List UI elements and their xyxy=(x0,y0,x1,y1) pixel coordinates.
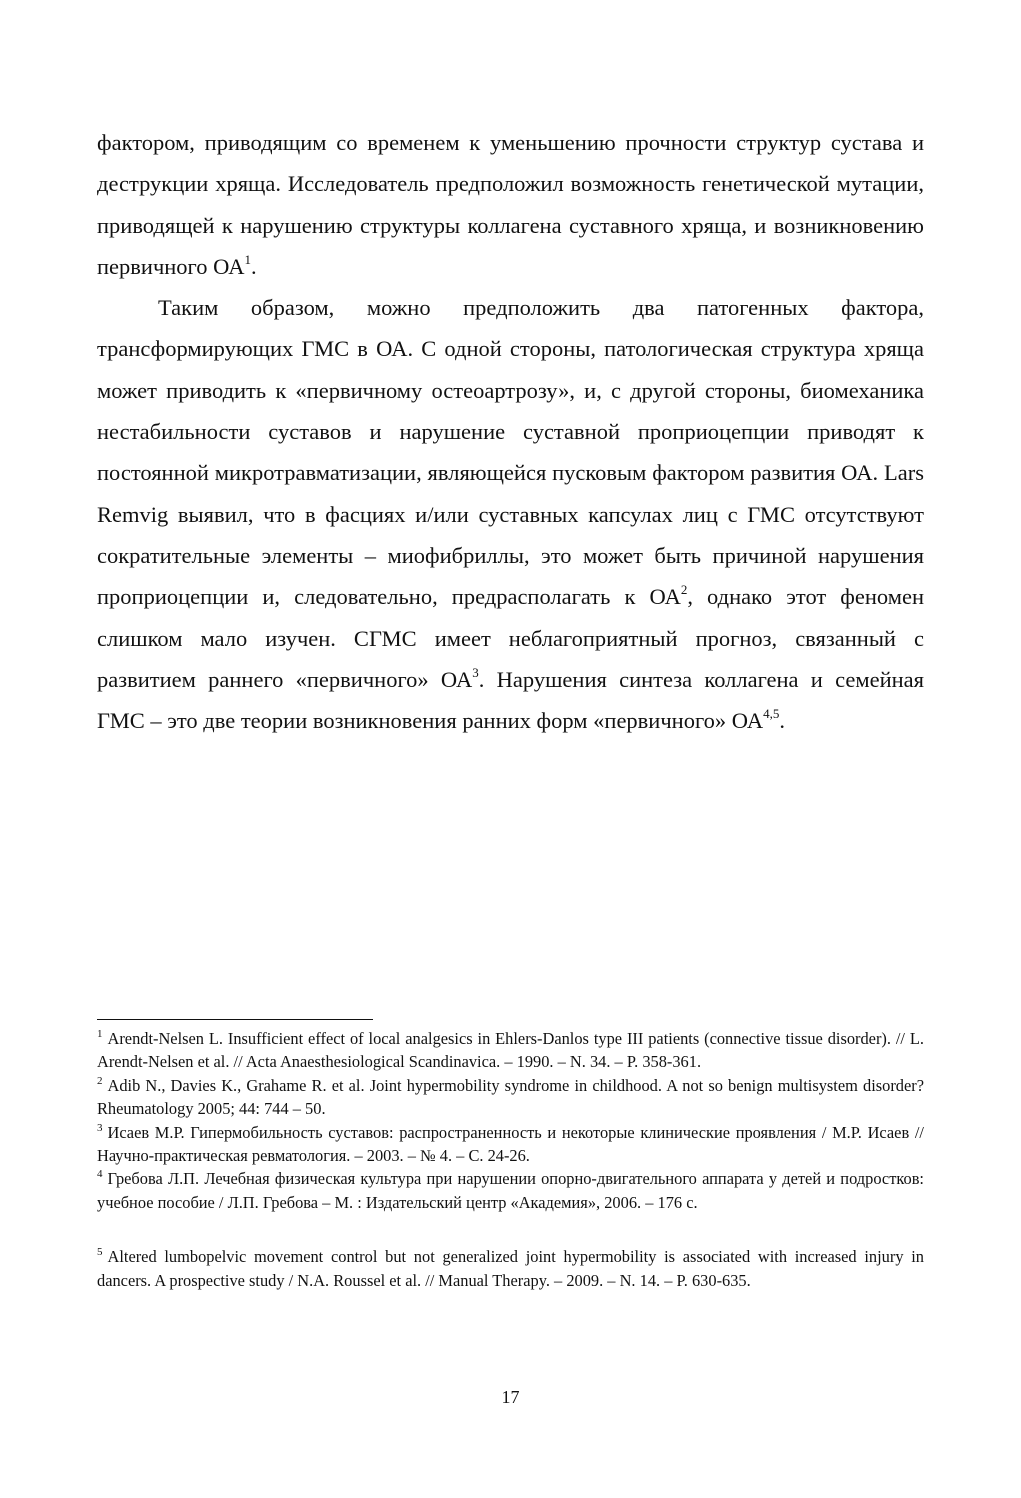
footnote-separator xyxy=(97,1019,373,1020)
footnote-ref-4-5[interactable]: 4,5 xyxy=(763,706,780,722)
page-number: 17 xyxy=(501,1387,520,1407)
paragraph-1-text: фактором, приводящим со временем к уменьшению прочности структур сустава и деструкции хряща. Исследователь предположил возможность генетической мутации, приводящей к нарушению структуры коллагена суставного хряща, и возникновению первичного ОА xyxy=(97,130,924,279)
paragraph-2-text-end: . xyxy=(779,708,785,734)
paragraph-2-text: Таким образом, можно предположить два патогенных фактора, трансформирующих ГМС в ОА. С одной стороны, патологическая структура хряща может приводить к «первичному остеоартрозу», и, с другой стороны, биомеханика нестабильности суставов и нарушение суставной проприоцепции приводят к постоянной микротравматизации, являющейся пусковым фактором развития ОА. Lars Remvig выявил, что в фасциях и/или суставных капсулах лиц с ГМС отсутствуют сократительные элементы – миофибриллы, это может быть причиной нарушения проприоцепции и, следовательно, предрасполагать к ОА xyxy=(97,295,924,610)
footnote-2-number: 2 xyxy=(97,1074,103,1087)
footnote-1-text: Arendt-Nelsen L. Insufficient effect of local analgesics in Ehlers-Danlos type III patients (connective tissue disorder). // L. Arendt-Nelsen et al. // Acta Anaesthesiological Scandinavica. – 1990. – N. 34. – P. 358-361. xyxy=(97,1029,924,1072)
footnote-4-number: 4 xyxy=(97,1168,103,1181)
footnote-2-text: Adib N., Davies K., Grahame R. et al. Joint hypermobility syndrome in childhood. A not so benign multisystem disorder? Rheumatology 2005; 44: 744 – 50. xyxy=(97,1075,924,1119)
paragraph-1 xyxy=(97,122,924,287)
footnote-5-text: Altered lumbopelvic movement control but not generalized joint hypermobility is associated with increased injury in dancers. A prospective study / N.A. Roussel et al. // Manual Therapy. – 2009. – N. 14. – P. 630-635. xyxy=(97,1247,924,1290)
footnote-1 xyxy=(97,1027,924,1074)
paragraph-2 xyxy=(97,287,924,741)
footnote-3-number: 3 xyxy=(97,1121,103,1134)
footnote-5 xyxy=(97,1245,924,1292)
footnotes xyxy=(97,1027,924,1292)
footnote-1-number: 1 xyxy=(97,1028,103,1040)
footnote-3 xyxy=(97,1121,924,1168)
paragraph-1-text-end: . xyxy=(250,253,257,279)
footnote-3-text: Исаев М.Р. Гипермобильность суставов: распространенность и некоторые клинические проявления / М.Р. Исаев // Научно-практическая ревматология. – 2003. – № 4. – С. 24-26. xyxy=(97,1122,924,1166)
footnote-ref-1[interactable]: 1 xyxy=(244,251,251,267)
paragraph-2-text-cont: , однако этот феномен слишком мало изучен. СГМС имеет неблагоприятный прогноз, связанный с развитием раннего «первичного» ОА xyxy=(97,584,924,692)
body-text xyxy=(97,122,924,741)
footnote-ref-2[interactable]: 2 xyxy=(680,582,688,598)
paragraph-2-text-cont-2: . Нарушения синтеза коллагена и семейная ГМС – это две теории возникновения ранних форм «первичного» ОА xyxy=(97,666,924,734)
footnote-4-text: Гребова Л.П. Лечебная физическая культура при нарушении опорно-двигательного аппарата у детей и подростков: учебное пособие / Л.П. Гребова – М. : Издательский центр «Академия», 2006. – 176 с. xyxy=(97,1169,924,1212)
footnote-5-number: 5 xyxy=(97,1246,103,1259)
footnote-ref-3[interactable]: 3 xyxy=(472,664,479,680)
footnote-4 xyxy=(97,1167,924,1214)
footnote-2 xyxy=(97,1074,924,1121)
